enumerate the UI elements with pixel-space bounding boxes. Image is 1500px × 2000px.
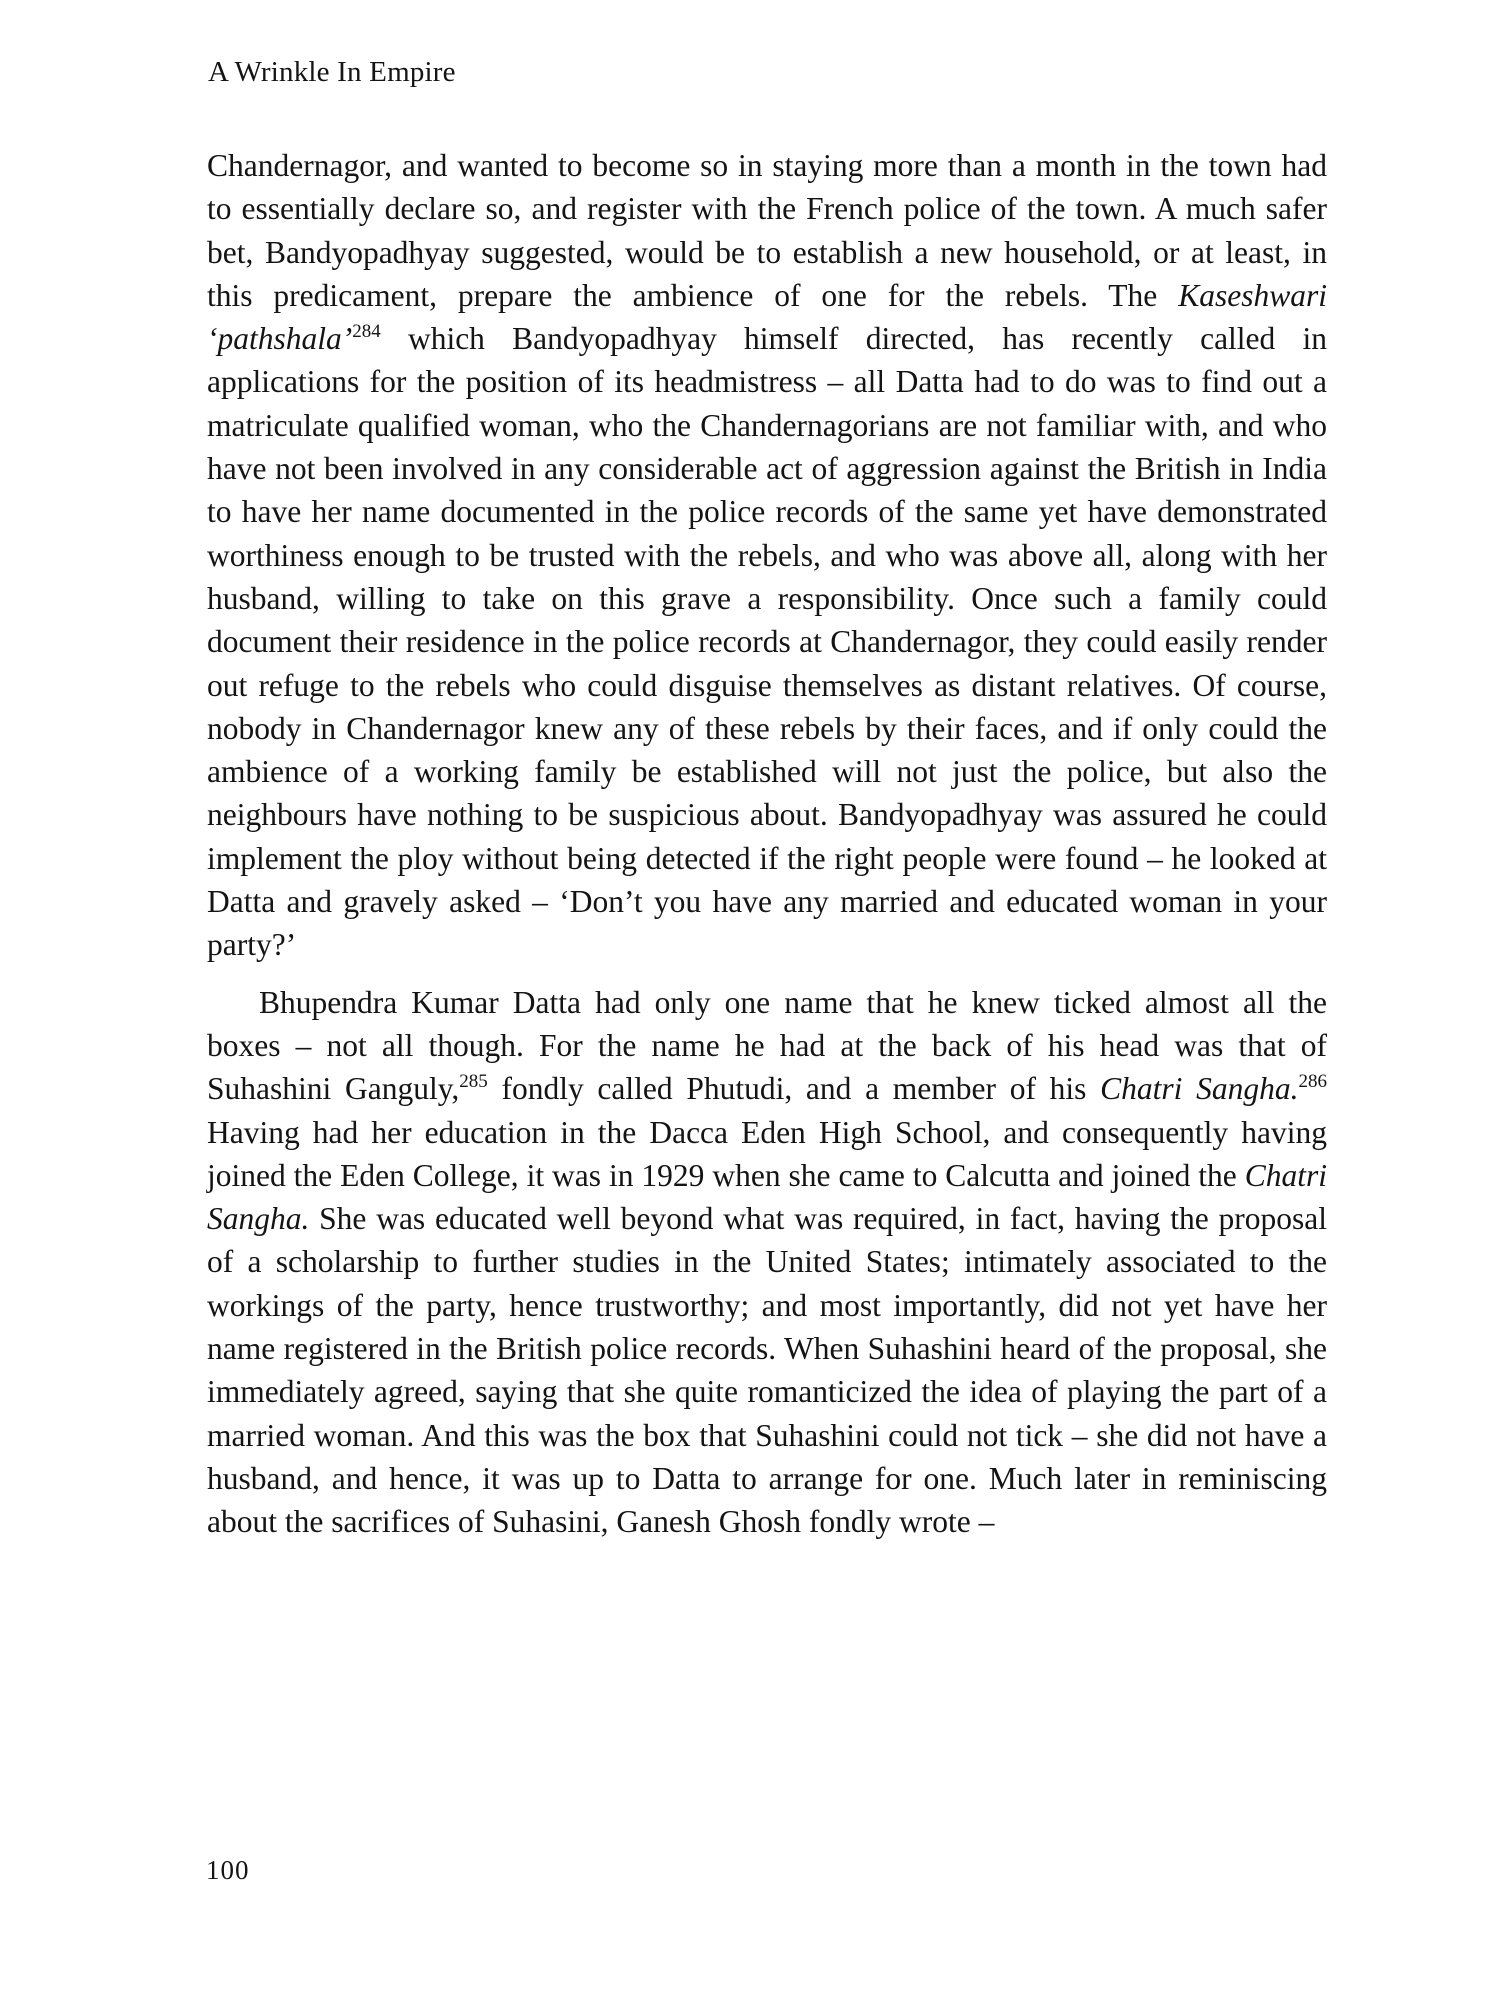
footnote-ref: 285 — [459, 1071, 488, 1093]
paragraph — [207, 144, 1327, 967]
italic-term: Kaseshwari ‘pathshala’ — [207, 277, 1327, 357]
paragraph — [207, 981, 1327, 1544]
text-run: fondly called Phutudi, and a member of his — [487, 1071, 1101, 1107]
body-text — [207, 144, 1327, 1544]
page-number: 100 — [206, 1855, 250, 1885]
text-run: which Bandyopadhyay himself directed, has recently called in applications for the position of its headmistress – all Datta had to do was to find out a matriculate qualified woman, who the Chandernagorians are not familiar with, and who have not been involved in any considerable act of aggression against the British in India to have her name documented in the police records of the same yet have demonstrated worthiness enough to be trusted with the rebels, and who was above all, along with her husband, willing to take on this grave a responsibility. Once such a family could document their residence in the police records at Chandernagor, they could easily render out refuge to the rebels who could disguise themselves as distant relatives. Of course, nobody in Chandernagor knew any of these rebels by their faces, and if only could the ambience of a working family be established will not just the police, but also the neighbours have nothing to be suspicious about. Bandyopadhyay was assured he could implement the ploy without being detected if the right people were found – he looked at Datta and gravely asked – ‘Don’t you have any married and educated woman in your party?’ — [207, 321, 1327, 963]
text-run: Bhupendra Kumar Datta had only one name that he knew ticked almost all the boxes – not all though. For the name he had at the back of his head was that of Suhashini Ganguly, — [207, 984, 1327, 1107]
footnote-ref: 286 — [1298, 1071, 1327, 1093]
footnote-ref: 284 — [352, 321, 381, 343]
text-run: Having had her education in the Dacca Eden High School, and consequently having joined the Eden College, it was in 1929 when she came to Calcutta and joined the — [207, 1114, 1327, 1193]
italic-term: Chatri Sangha. — [207, 1157, 1327, 1237]
text-run: Chandernagor, and wanted to become so in staying more than a month in the town had to essentially declare so, and register with the French police of the town. A much safer bet, Bandyopadhyay suggested, would be to establish a new household, or at least, in this predicament, prepare the ambience of one for the rebels. The — [207, 148, 1327, 313]
italic-term: Chatri Sangha. — [1100, 1071, 1299, 1107]
running-title: A Wrinkle In Empire — [208, 56, 456, 88]
text-run: She was educated well beyond what was required, in fact, having the proposal of a scholarship to further studies in the United States; intimately associated to the workings of the party, hence trustworthy; and most importantly, did not yet have her name registered in the British police records. When Suhashini heard of the proposal, she immediately agreed, saying that she quite romanticized the idea of playing the part of a married woman. And this was the box that Suhashini could not tick – she did not have a husband, and hence, it was up to Datta to arrange for one. Much later in reminiscing about the sacrifices of Suhasini, Ganesh Ghosh fondly wrote – — [207, 1201, 1327, 1540]
